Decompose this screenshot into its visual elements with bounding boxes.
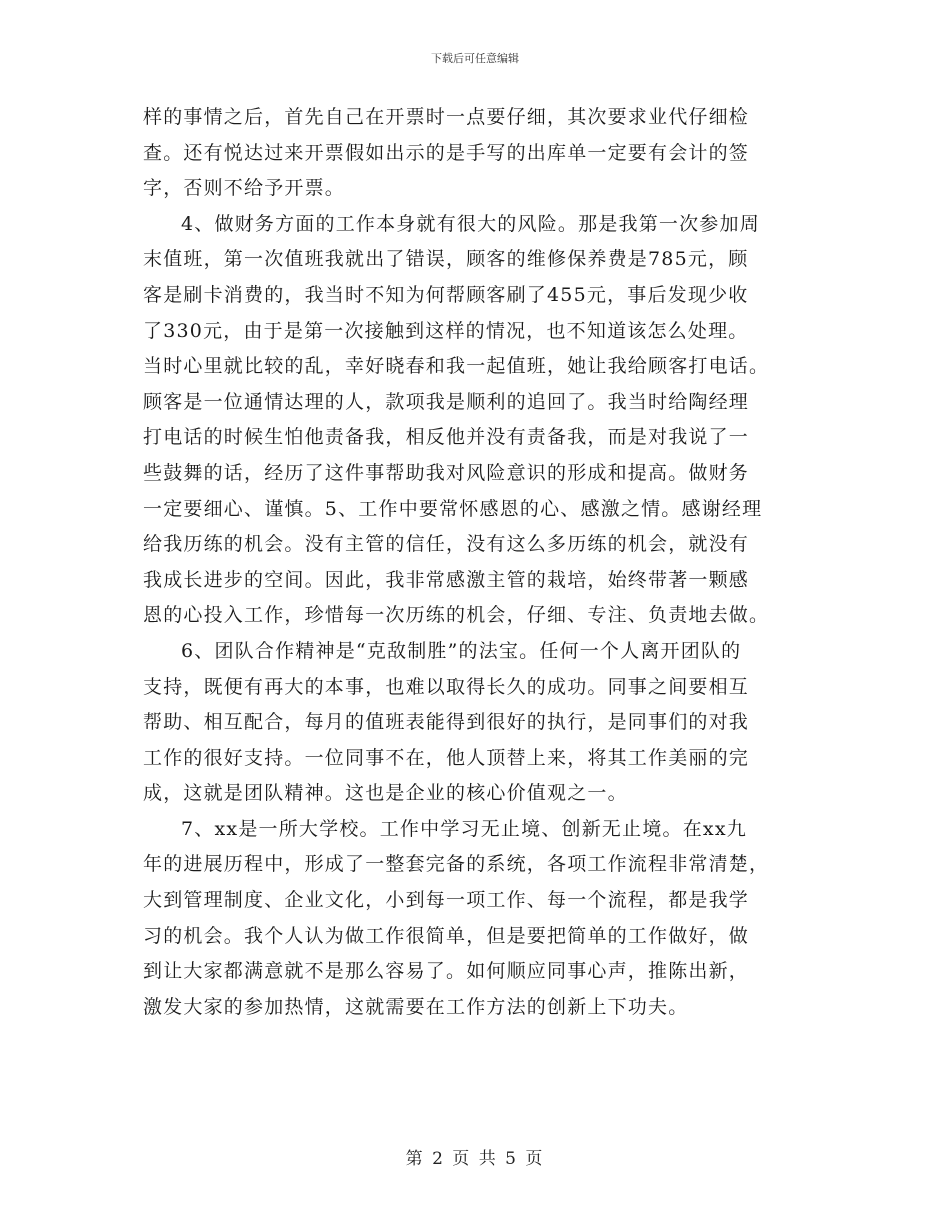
text-line: 大到管理制度、企业文化，小到每一项工作、每一个流程，都是我学 [143,889,750,912]
page-header-note: 下载后可任意编辑 [431,52,519,65]
text-line: 帮助、相互配合，每月的值班表能得到很好的执行，是同事们的对我 [143,711,750,734]
text-line: 一定要细心、谨慎。5、工作中要常怀感恩的心、感激之情。感谢经理 [143,497,763,520]
text-line: 末值班，第一次值班我就出了错误，顾客的维修保养费是785元，顾 [143,248,749,271]
text-line: 恩的心投入工作，珍惜每一次历练的机会，仔细、专注、负责地去做。 [143,604,770,627]
text-line: 支持，既便有再大的本事，也难以取得长久的成功。同事之间要相互 [143,675,750,698]
text-line: 字，否则不给予开票。 [143,177,346,200]
text-line: 6、团队合作精神是“克敌制胜”的法宝。任何一个人离开团队的 [181,639,742,662]
text-line: 打电话的时候生怕他责备我，相反他并没有责备我，而是对我说了一 [143,426,750,449]
text-line: 年的进展历程中，形成了一整套完备的系统，各项工作流程非常清楚， [143,853,770,876]
text-line: 了330元，由于是第一次接触到这样的情况，也不知道该怎么处理。 [143,319,749,342]
text-line: 4、做财务方面的工作本身就有很大的风险。那是我第一次参加周 [181,212,760,235]
text-line: 当时心里就比较的乱，幸好晓春和我一起值班，她让我给顾客打电话。 [143,355,770,378]
text-line: 7、xx是一所大学校。工作中学习无止境、创新无止境。在xx九 [181,817,747,840]
page-number-footer: 第 2 页 共 5 页 [405,1149,545,1169]
text-line: 习的机会。我个人认为做工作很简单，但是要把简单的工作做好，做 [143,924,750,947]
text-line: 给我历练的机会。没有主管的信任，没有这么多历练的机会，就没有 [143,533,750,556]
text-line: 顾客是一位通情达理的人，款项我是顺利的追回了。我当时给陶经理 [143,390,750,413]
text-line: 成，这就是团队精神。这也是企业的核心价值观之一。 [143,782,628,805]
text-line: 工作的很好支持。一位同事不在，他人顶替上来，将其工作美丽的完 [143,746,750,769]
text-line: 到让大家都满意就不是那么容易了。如何顺应同事心声，推陈出新， [143,960,750,983]
text-line: 客是刷卡消费的，我当时不知为何帮顾客刷了455元，事后发现少收 [143,283,749,306]
text-line: 些鼓舞的话，经历了这件事帮助我对风险意识的形成和提高。做财务 [143,461,750,484]
text-line: 样的事情之后，首先自己在开票时一点要仔细，其次要求业代仔细检 [143,106,750,128]
text-line: 激发大家的参加热情，这就需要在工作方法的创新上下功夫。 [143,995,689,1018]
text-line: 查。还有悦达过来开票假如出示的是手写的出库单一定要有会计的签 [143,141,750,164]
text-line: 我成长进步的空间。因此，我非常感激主管的栽培，始终带著一颗感 [143,568,750,591]
document-body [143,100,813,1025]
